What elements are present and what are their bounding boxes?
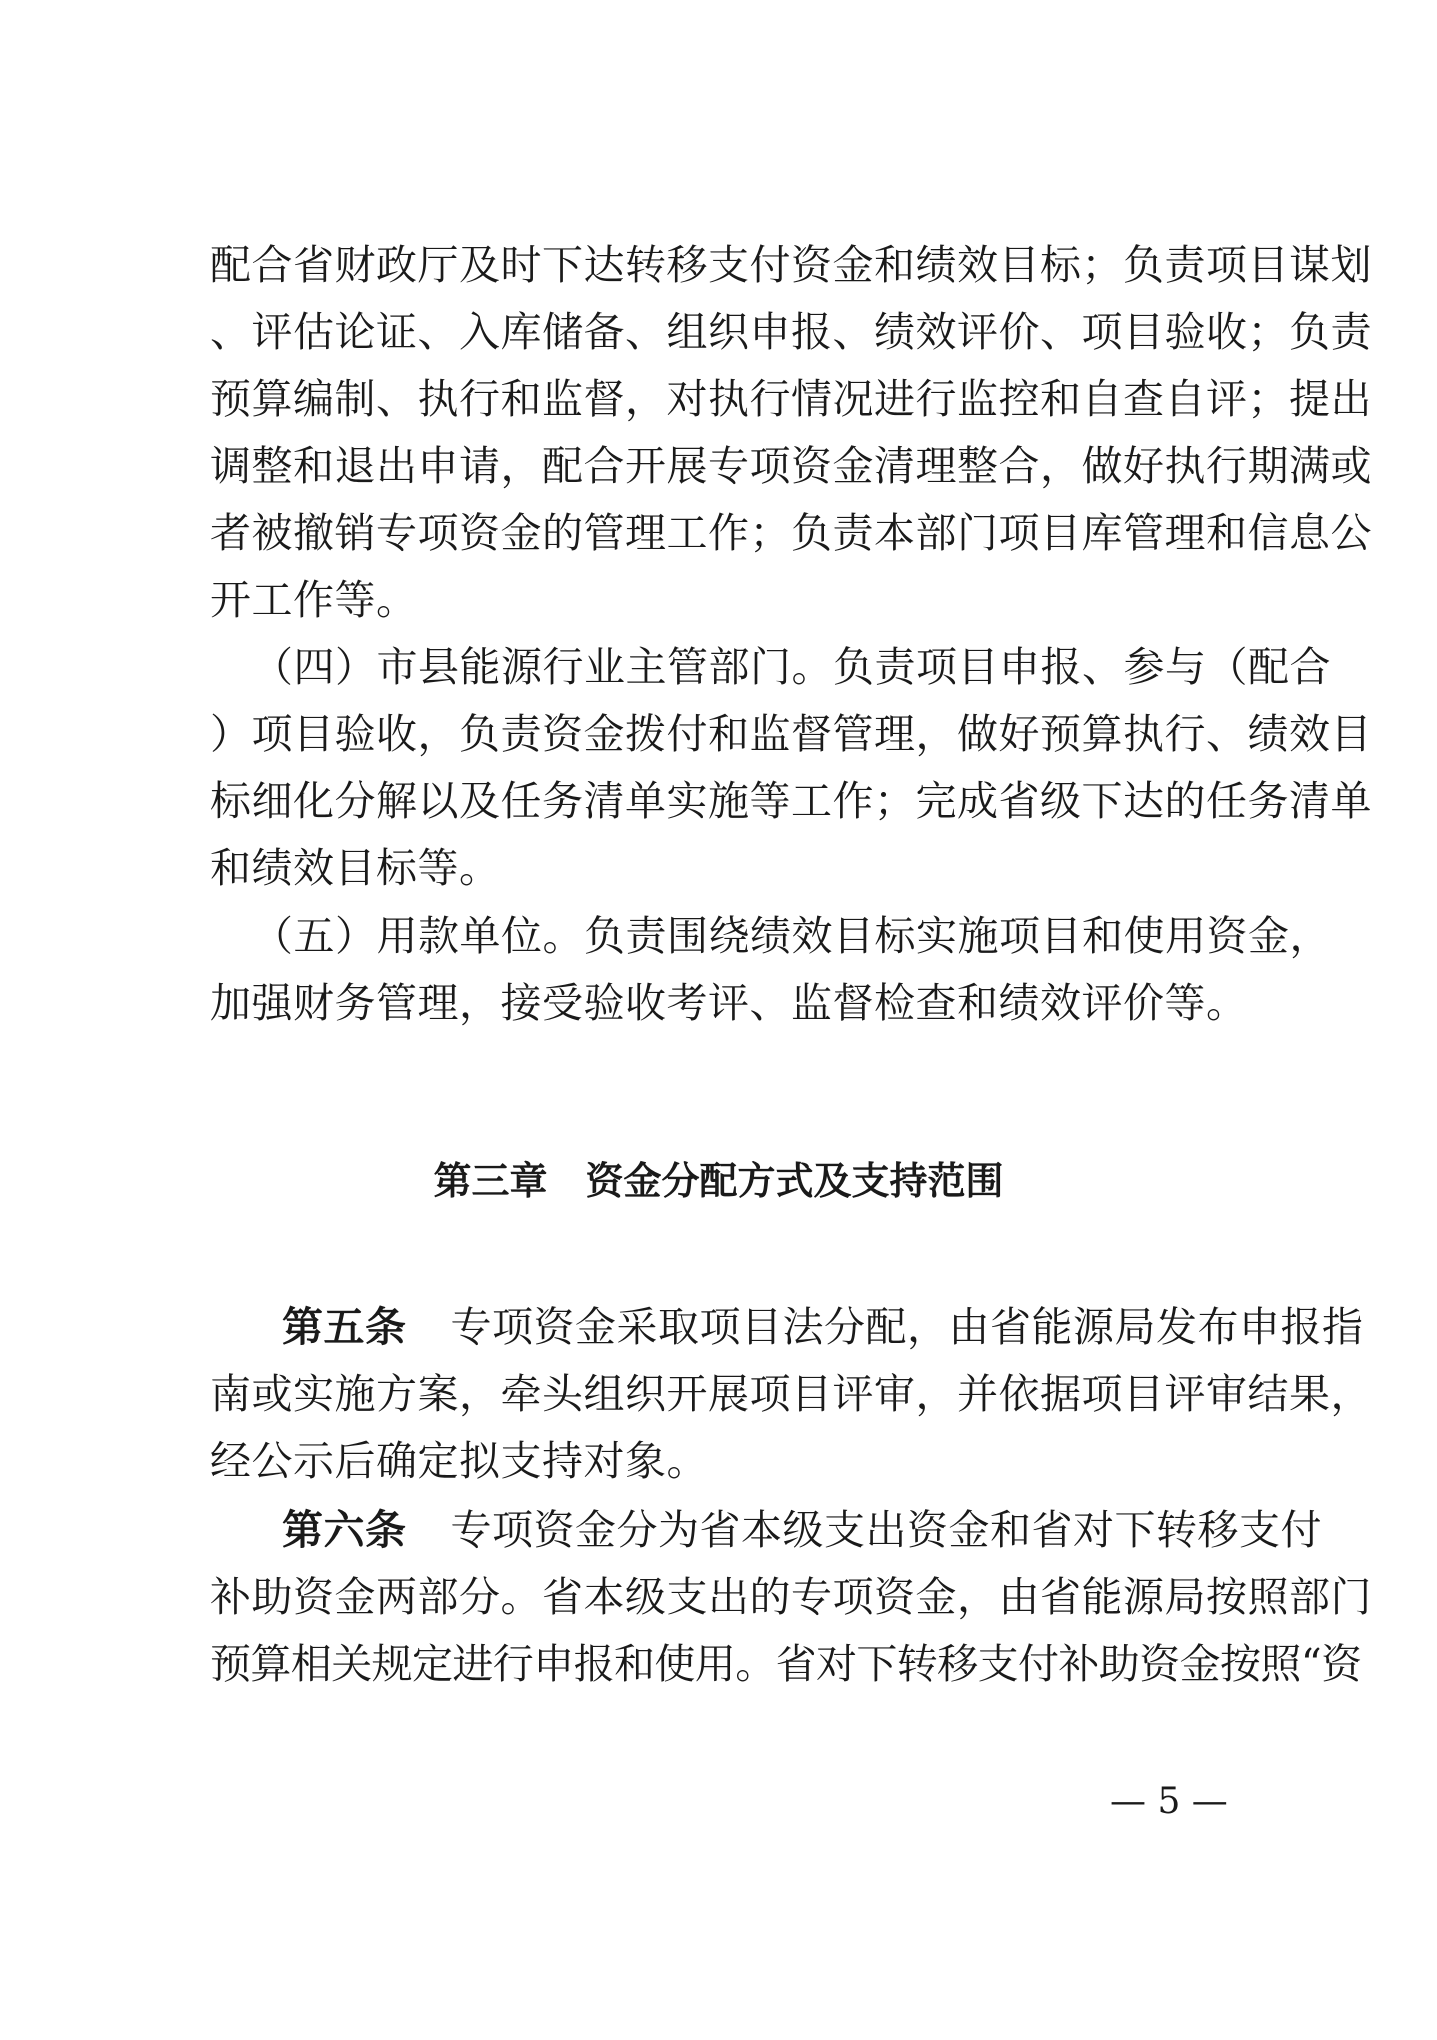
article-5-label: 第五条 [282, 1303, 407, 1351]
paragraph-5-line-2: 加强财务管理，接受验收考评、监督检查和绩效评价等。 [210, 979, 1248, 1027]
paragraph-4-line-1: （四）市县能源行业主管部门。负责项目申报、参与（配合 [252, 643, 1331, 691]
body-line-1: 配合省财政厅及时下达转移支付资金和绩效目标；负责项目谋划 [210, 241, 1372, 289]
article-6-text-1: 专项资金分为省本级支出资金和省对下转移支付 [450, 1506, 1322, 1554]
article-5-line-1 [282, 1303, 1364, 1351]
body-line-6: 开工作等。 [210, 576, 418, 624]
article-5-line-3: 经公示后确定拟支持对象。 [210, 1437, 708, 1485]
article-6-line-2: 补助资金两部分。省本级支出的专项资金，由省能源局按照部门 [210, 1573, 1372, 1621]
body-line-5: 者被撤销专项资金的管理工作；负责本部门项目库管理和信息公 [210, 509, 1372, 557]
paragraph-4-line-3: 标细化分解以及任务清单实施等工作；完成省级下达的任务清单 [210, 777, 1372, 825]
article-6-label: 第六条 [282, 1506, 407, 1554]
body-line-4: 调整和退出申请，配合开展专项资金清理整合，做好执行期满或 [210, 442, 1372, 490]
chapter-title: 第三章 资金分配方式及支持范围 [433, 1159, 1004, 1203]
body-line-2: 、评估论证、入库储备、组织申报、绩效评价、项目验收；负责 [210, 308, 1372, 356]
body-line-3: 预算编制、执行和监督，对执行情况进行监控和自查自评；提出 [210, 375, 1372, 423]
paragraph-4-line-2: ）项目验收，负责资金拨付和监督管理，做好预算执行、绩效目 [210, 710, 1372, 758]
article-5-text-1: 专项资金采取项目法分配，由省能源局发布申报指 [450, 1303, 1364, 1351]
paragraph-5-line-1: （五）用款单位。负责围绕绩效目标实施项目和使用资金， [252, 912, 1331, 960]
article-5-line-2: 南或实施方案，牵头组织开展项目评审，并依据项目评审结果， [210, 1370, 1372, 1418]
paragraph-4-line-4: 和绩效目标等。 [210, 844, 501, 892]
article-6-line-3: 预算相关规定进行申报和使用。省对下转移支付补助资金按照“资 [210, 1640, 1362, 1688]
page-number: — 5 — [1110, 1781, 1228, 1822]
article-6-line-1 [282, 1506, 1322, 1554]
